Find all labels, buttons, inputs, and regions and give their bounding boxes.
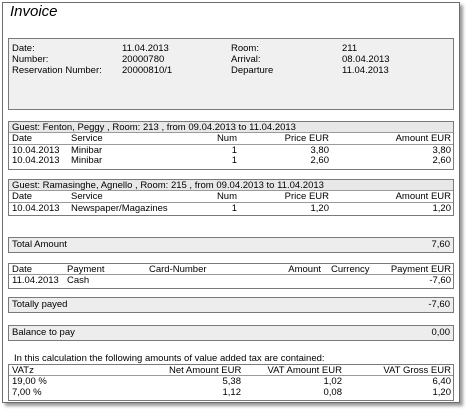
vat-section <box>8 364 454 401</box>
invoice-header-box <box>8 38 454 110</box>
totally-payed-label: Totally payed <box>12 299 68 310</box>
totally-payed-bar <box>8 297 454 313</box>
table-row: 19,00 % 5,38 1,02 6,40 <box>12 376 451 387</box>
total-amount-bar <box>8 237 454 253</box>
guest-heading: Guest: Ramasinghe, Agnello , Room: 215 , from 09.04.2013 to 11.04.2013 <box>9 180 453 191</box>
number-value: 20000780 <box>122 54 165 65</box>
payments-section <box>8 263 454 289</box>
room-label: Room: <box>231 43 259 54</box>
invoice-title: Invoice <box>10 3 58 20</box>
table-row: 10.04.2013 Minibar 1 3,80 3,80 <box>9 144 453 155</box>
reservation-number-value: 20000810/1 <box>122 65 173 76</box>
vat-columns-header: VATz Net Amount EUR VAT Amount EUR VAT Gross EUR <box>9 365 453 376</box>
room-value: 211 <box>342 43 358 54</box>
reservation-number-label: Reservation Number: <box>12 65 102 76</box>
guest-section-2 <box>8 179 454 216</box>
vat-note: In this calculation the following amounts of value added tax are contained: <box>14 353 325 364</box>
guest-columns-header: Date Service Num Price EUR Amount EUR <box>12 133 451 144</box>
total-amount-value: 7,60 <box>431 239 450 250</box>
date-label: Date: <box>12 43 35 54</box>
arrival-value: 08.04.2013 <box>342 54 390 65</box>
number-label: Number: <box>12 54 49 65</box>
table-row: 10.04.2013 Minibar 1 2,60 2,60 <box>12 155 451 166</box>
table-row: 7,00 % 1,12 0,08 1,20 <box>12 387 451 398</box>
balance-label: Balance to pay <box>12 327 75 338</box>
total-amount-label: Total Amount <box>12 239 67 250</box>
date-value: 11.04.2013 <box>122 43 169 54</box>
guest-section-1 <box>8 121 454 170</box>
totally-payed-value: -7,60 <box>428 299 450 310</box>
guest-columns-header: Date Service Num Price EUR Amount EUR <box>12 191 451 202</box>
table-row: 11.04.2013 Cash -7,60 <box>12 275 451 286</box>
table-row: 10.04.2013 Newspaper/Magazines 1 1,20 1,20 <box>9 202 453 213</box>
departure-value: 11.04.2013 <box>342 65 389 76</box>
balance-value: 0,00 <box>431 327 450 338</box>
arrival-label: Arrival: <box>231 54 261 65</box>
payments-columns-header: Date Payment Card-Number Amount Currency Payment EUR <box>9 264 453 275</box>
guest-heading: Guest: Fenton, Peggy , Room: 213 , from 09.04.2013 to 11.04.2013 <box>9 122 453 133</box>
departure-label: Departure <box>231 65 274 76</box>
balance-bar <box>8 325 454 341</box>
